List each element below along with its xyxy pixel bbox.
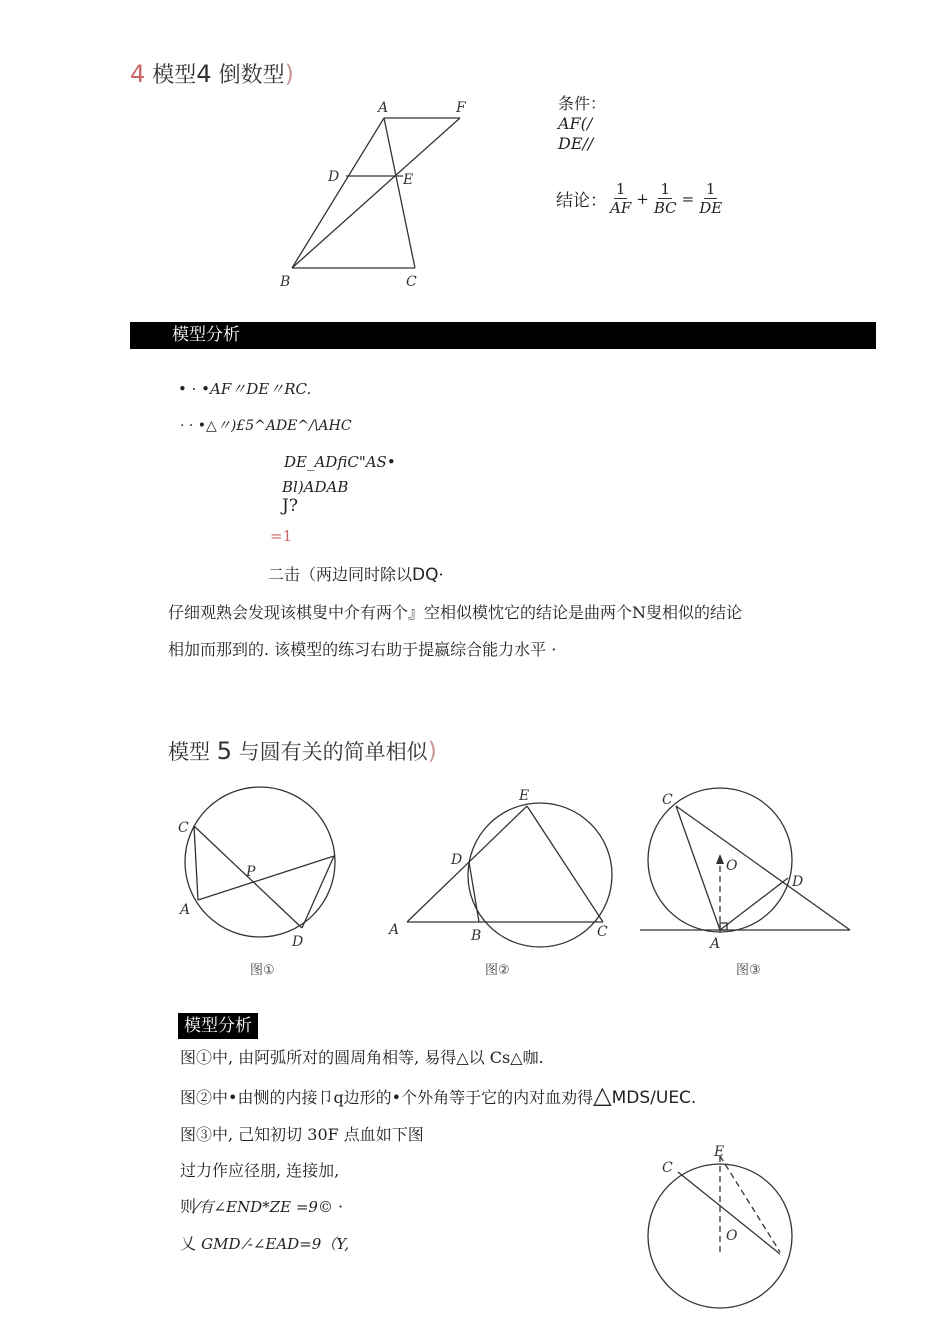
model5-title-b: 与圆有关的简单相似 — [238, 740, 428, 764]
model5-heading — [168, 736, 437, 766]
model5-number: 5 — [216, 737, 232, 765]
fig3-label-O: O — [726, 858, 738, 874]
model4-number2: 4 — [196, 60, 212, 88]
fig4-label-B: B — [280, 274, 291, 290]
fig4-label-A: A — [378, 100, 389, 116]
condition-line2: DE// — [558, 134, 594, 153]
analysis-line-3: DE_ADfiC"AS• — [284, 453, 396, 471]
fig4b-label-O: O — [726, 1228, 738, 1244]
analysis-section-bar — [130, 322, 876, 349]
analysis-paragraph-1: 仔细观熟会发现该棋叟中介有两个』空相似模忱它的结论是曲两个N叟相似的结论 — [168, 603, 743, 622]
fraction-1-over-BC: $\frac{1}{BC}$ — [653, 180, 677, 217]
plus-sign: + — [636, 189, 649, 208]
analysis-line-5: J? — [282, 496, 298, 516]
fraction-1-over-DE: $\frac{1}{DE}$ — [699, 180, 723, 217]
condition-block — [558, 94, 638, 153]
fig4-label-F: F — [456, 100, 466, 116]
fig1-label-D: D — [292, 934, 304, 950]
circle-figure-4 — [646, 1142, 794, 1254]
circle-figure-1 — [172, 780, 352, 980]
model4-number: 4 — [130, 60, 146, 88]
model5-paren: ) — [427, 737, 438, 765]
analysis2-line-6: 乂 GMD ⁄-∠EAD=9（Y, — [180, 1234, 350, 1253]
analysis2-line-3: 图③中, 己知初切 30F 点血如下图 — [180, 1125, 424, 1144]
model4-paren: ) — [284, 60, 294, 88]
analysis2-line-2: 图②中•由恻的内接卩q边形的•个外角等于它的内对血劝得△MDS/UEC. — [180, 1081, 697, 1109]
condition-line1: AF(/ — [558, 114, 593, 133]
fig1-label-C: C — [178, 820, 189, 836]
analysis-paragraph-2: 相加而那到的. 该模型的练习右助于提嬴综合能力水平 · — [168, 640, 557, 659]
analysis2-line-5: 则⁄有∠END*ZE =9© · — [180, 1197, 344, 1216]
model4-figure — [270, 96, 480, 296]
analysis-line-2: · · •△〃)£5^ADE^/\AHC — [180, 418, 352, 434]
fraction-1-over-AF: $\frac{1}{AF}$ — [610, 180, 632, 217]
fig3-label-D: D — [792, 874, 804, 890]
analysis2-line-1: 图①中, 由阿弧所对的圆周角相等, 易得△以 Cs△咖. — [180, 1048, 544, 1067]
fig3-caption: 图③ — [736, 963, 761, 978]
model4-heading — [130, 58, 294, 89]
analysis-line-7: 二击（两边同时除以DQ· — [268, 565, 444, 585]
fig4-label-C: C — [406, 274, 417, 290]
equals-sign: = — [681, 189, 695, 208]
fig4b-label-E: E — [714, 1144, 725, 1160]
conclusion-label: 结论： — [556, 191, 607, 211]
fig2-label-B: B — [471, 928, 482, 944]
circle-figure-3 — [640, 780, 850, 980]
circle-figure-2 — [385, 780, 625, 980]
fig4b-label-C: C — [662, 1160, 673, 1176]
fig4-label-E: E — [403, 172, 414, 188]
fig2-caption: 图② — [485, 963, 510, 978]
analysis-line-4: Bl)ADAB — [282, 478, 349, 496]
fig3-label-A: A — [710, 936, 721, 952]
conclusion-block — [556, 180, 725, 217]
fig2-label-E: E — [519, 788, 530, 804]
analysis-section-title: 模型分析 — [172, 325, 240, 345]
fig2-label-A: A — [389, 922, 400, 938]
fig4-label-D: D — [328, 169, 340, 185]
fig2-label-D: D — [451, 852, 463, 868]
analysis-line-1: • · •AF〃DE〃RC. — [178, 380, 312, 398]
fig1-caption: 图① — [250, 963, 275, 978]
model4-title-b: 倒数型 — [218, 63, 285, 88]
fig3-label-C: C — [662, 792, 673, 808]
model4-title-a: 模型 — [152, 63, 197, 88]
fig2-label-C: C — [597, 924, 608, 940]
fig1-label-A: A — [180, 902, 191, 918]
condition-label: 条件： — [558, 94, 607, 113]
analysis-line-6: =1 — [270, 527, 293, 545]
analysis2-line-4: 过力作应径朋, 连接加, — [180, 1161, 340, 1180]
model5-title-a: 模型 — [168, 740, 210, 764]
fig1-label-P: P — [246, 864, 256, 880]
analysis2-tag: 模型分析 — [178, 1013, 258, 1039]
